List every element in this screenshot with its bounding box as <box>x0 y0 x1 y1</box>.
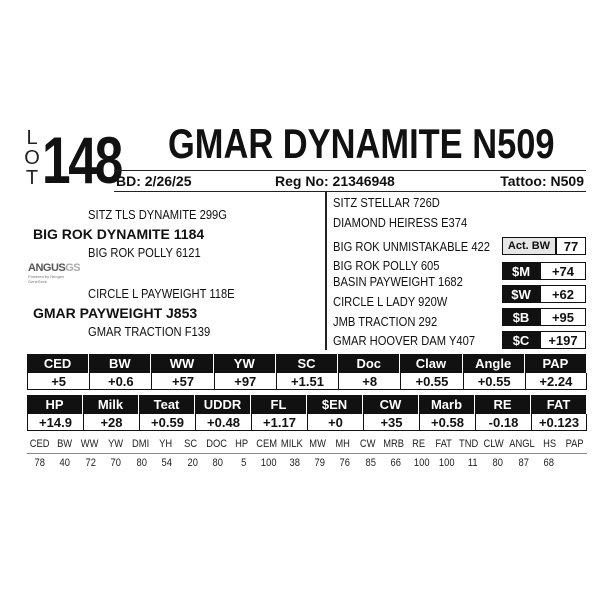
pedigree-right-item: BIG ROK POLLY 605 <box>333 258 440 273</box>
epd-value: +1.17 <box>251 414 307 431</box>
percentile-value: 80 <box>212 457 224 469</box>
percentile-header: HP <box>234 438 248 450</box>
dollar-w-label: $W <box>502 285 540 303</box>
percentile-value: 80 <box>492 457 504 469</box>
percentile-header: YW <box>107 438 123 450</box>
percentile-value: 20 <box>187 457 198 469</box>
epd-value: +0.123 <box>531 414 587 431</box>
epd-header: FL <box>251 395 307 414</box>
percentile-value: 70 <box>110 457 122 469</box>
pedigree-sire: BIG ROK DYNAMITE 1184 <box>33 226 205 242</box>
lot-letter: O <box>24 147 40 169</box>
epd-value: +28 <box>83 414 139 431</box>
epd-header: RE <box>475 395 531 414</box>
percentile-header: MW <box>309 438 326 450</box>
percentile-header: MH <box>335 438 350 450</box>
percentile-value: 78 <box>34 457 45 469</box>
percentile-header: RE <box>411 438 425 450</box>
epd-value: +0.6 <box>89 373 151 390</box>
pedigree-right-item: BIG ROK UNMISTAKABLE 422 <box>333 239 490 254</box>
logo-tagline: Powered by Neogen GeneSeek <box>28 274 65 284</box>
epd-value: +14.9 <box>27 414 83 431</box>
animal-name: GMAR DYNAMITE N509 <box>168 120 555 167</box>
pedigree-right-item: BASIN PAYWEIGHT 1682 <box>333 274 463 289</box>
epd-header: Teat <box>139 395 195 414</box>
epd-header: Marb <box>419 395 475 414</box>
epd-header: PAP <box>525 354 587 373</box>
percentile-header: CEM <box>256 438 277 450</box>
pedigree-dam: GMAR PAYWEIGHT J853 <box>33 305 198 321</box>
epd-table-2 <box>27 395 587 431</box>
pedigree-right-item: SITZ STELLAR 726D <box>333 195 440 210</box>
percentile-header: DOC <box>205 438 227 450</box>
pedigree-sire-dam: BIG ROK POLLY 6121 <box>88 245 201 260</box>
percentile-value: 85 <box>365 457 376 469</box>
epd-value: +0.48 <box>195 414 251 431</box>
dollar-b-box <box>502 308 586 326</box>
percentile-value: 38 <box>289 457 300 469</box>
percentile-header: SC <box>184 438 198 450</box>
epd-value: +0.55 <box>463 373 525 390</box>
epd-value: +57 <box>151 373 213 390</box>
epd-header: Doc <box>338 354 400 373</box>
divider <box>325 192 327 350</box>
dollar-c-value: +197 <box>540 331 586 349</box>
epd-header: $EN <box>307 395 363 414</box>
percentile-header: CED <box>29 438 50 450</box>
dollar-c-label: $C <box>502 331 540 349</box>
dollar-c-box <box>502 331 586 349</box>
lot-letter: L <box>26 127 38 149</box>
dollar-m-label: $M <box>502 262 540 280</box>
percentile-value: 54 <box>161 457 173 469</box>
dollar-b-value: +95 <box>540 308 586 326</box>
epd-value: +1.51 <box>276 373 338 390</box>
epd-header: HP <box>27 395 83 414</box>
epd-header: Claw <box>400 354 462 373</box>
percentile-header: YH <box>159 438 173 450</box>
epd-header: WW <box>151 354 213 373</box>
percentile-values <box>27 455 587 472</box>
pedigree-dam-sire: CIRCLE L PAYWEIGHT 118E <box>88 286 235 301</box>
epd-header: BW <box>89 354 151 373</box>
dollar-w-value: +62 <box>540 285 586 303</box>
percentile-value: 68 <box>543 457 555 469</box>
epd-header: FAT <box>531 395 587 414</box>
actual-bw-box <box>502 237 586 255</box>
percentile-header: FAT <box>435 438 452 450</box>
epd-header: CW <box>363 395 419 414</box>
pedigree-dam-dam: GMAR TRACTION F139 <box>88 324 211 339</box>
actual-bw-value: 77 <box>556 237 586 255</box>
dollar-w-box <box>502 285 586 303</box>
epd-header: YW <box>214 354 276 373</box>
pedigree-right-item: DIAMOND HEIRESS E374 <box>333 215 468 230</box>
pedigree-right-item: GMAR HOOVER DAM Y407 <box>333 333 476 348</box>
percentile-value: 100 <box>413 457 430 469</box>
lot-number: 148 <box>42 123 121 197</box>
epd-header: Milk <box>83 395 139 414</box>
epd-header: UDDR <box>195 395 251 414</box>
epd-value: +0.58 <box>419 414 475 431</box>
epd-value: +2.24 <box>525 373 587 390</box>
epd-value: +5 <box>27 373 89 390</box>
percentile-value: 72 <box>85 457 96 469</box>
pedigree-right-item: JMB TRACTION 292 <box>333 314 438 329</box>
epd-value: -0.18 <box>475 414 531 431</box>
dollar-b-label: $B <box>502 308 540 326</box>
percentile-header: TND <box>459 438 479 450</box>
percentile-header: BW <box>57 438 73 450</box>
percentile-value: 5 <box>240 457 246 469</box>
percentile-value: 80 <box>136 457 147 469</box>
dollar-m-value: +74 <box>540 262 586 280</box>
actual-bw-label: Act. BW <box>502 237 556 255</box>
percentile-header: CW <box>360 438 376 450</box>
percentile-header: WW <box>81 438 99 450</box>
percentile-headers <box>27 436 587 454</box>
percentile-value: 79 <box>314 457 325 469</box>
epd-value: +8 <box>338 373 400 390</box>
percentile-header: HS <box>542 438 556 450</box>
epd-value: +0.55 <box>400 373 462 390</box>
lot-label <box>20 128 44 188</box>
epd-value: +97 <box>214 373 276 390</box>
percentile-value: 76 <box>339 457 351 469</box>
birth-date: BD: 2/26/25 <box>116 173 192 189</box>
percentile-header: MILK <box>281 438 303 450</box>
info-bar <box>114 170 586 192</box>
angus-logo <box>28 262 81 284</box>
percentile-value: 11 <box>467 457 478 469</box>
epd-value: +0.59 <box>139 414 195 431</box>
epd-header: CED <box>27 354 89 373</box>
percentile-value: 40 <box>59 457 71 469</box>
percentile-value <box>563 455 585 472</box>
epd-value: +35 <box>363 414 419 431</box>
percentile-header: DMI <box>131 438 150 450</box>
percentile-value: 100 <box>261 457 277 469</box>
percentile-value: 100 <box>439 457 455 469</box>
tattoo: Tattoo: N509 <box>500 173 584 189</box>
epd-value: +0 <box>307 414 363 431</box>
pedigree-right-item: CIRCLE L LADY 920W <box>333 294 448 309</box>
percentile-header: MRB <box>382 438 404 450</box>
epd-header: SC <box>276 354 338 373</box>
registration-number: Reg No: 21346948 <box>275 173 395 189</box>
epd-table-1 <box>27 354 587 390</box>
percentile-value: 66 <box>390 457 402 469</box>
percentile-value: 87 <box>518 457 529 469</box>
logo-text: ANGUS <box>28 262 66 274</box>
percentile-header: PAP <box>565 438 584 450</box>
logo-suffix: GS <box>65 262 81 274</box>
epd-header: Angle <box>463 354 525 373</box>
percentile-header: CLW <box>483 438 505 450</box>
pedigree-sire-sire: SITZ TLS DYNAMITE 299G <box>88 207 227 222</box>
lot-letter: T <box>25 167 39 189</box>
dollar-m-box <box>502 262 586 280</box>
percentile-header: ANGL <box>508 438 535 450</box>
